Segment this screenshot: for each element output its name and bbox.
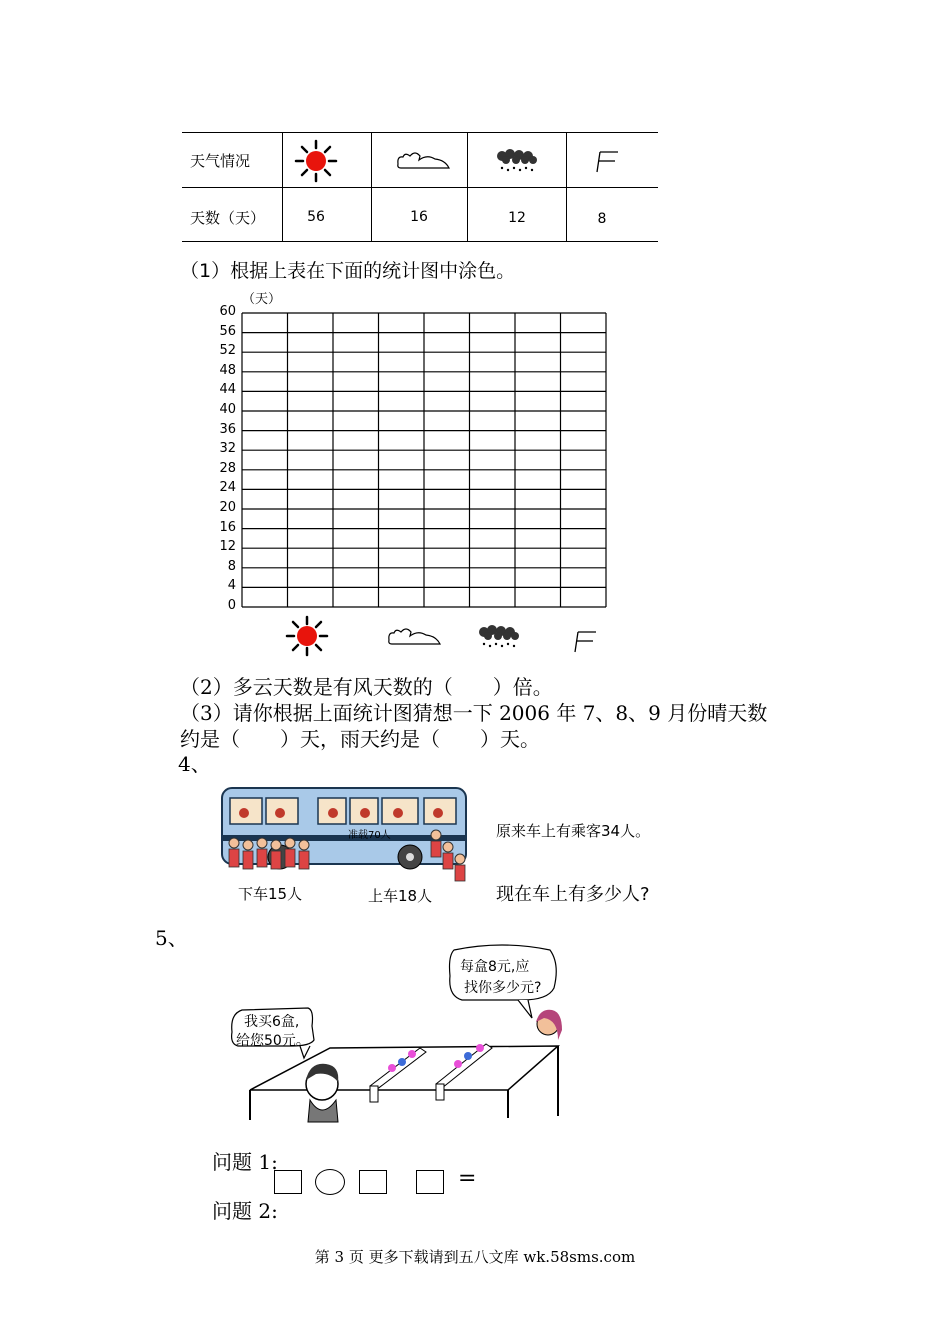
bar-chart-grid <box>200 285 620 625</box>
y-tick-label: 48 <box>219 362 236 378</box>
bus-capacity-sign: 准载70人 <box>348 830 391 841</box>
question-3-line-2: 约是（ ）天，雨天约是（ ）天。 <box>180 727 540 751</box>
y-tick-label: 16 <box>219 519 236 535</box>
y-tick-label: 24 <box>219 480 236 496</box>
y-tick-label: 44 <box>219 382 236 398</box>
y-tick-label: 12 <box>219 539 236 555</box>
question-2-label: 问题 2: <box>212 1199 278 1223</box>
y-tick-label: 0 <box>227 598 236 613</box>
question-1-label: 问题 1: <box>212 1150 278 1174</box>
page-footer: 第 3 页 更多下载请到五八文库 wk.58sms.com <box>314 1248 636 1266</box>
y-tick-label: 32 <box>219 441 236 457</box>
y-tick-label: 56 <box>219 323 236 339</box>
operator-circle[interactable] <box>315 1169 345 1195</box>
y-tick-label: 36 <box>219 421 236 437</box>
question-1-text: （1）根据上表在下面的统计图中涂色。 <box>180 260 516 282</box>
cloud-icon <box>395 150 451 172</box>
question-2-text: （2）多云天数是有风天数的（ ）倍。 <box>180 675 553 699</box>
girl-speech-line-1: 我买6盒, <box>244 1014 300 1030</box>
weather-table <box>182 132 658 242</box>
problem-4-number: 4、 <box>178 752 211 776</box>
on-bus-label: 上车18人 <box>368 887 433 905</box>
days-cloudy: 16 <box>410 209 428 225</box>
bus-text-question: 现在车上有多少人? <box>496 884 650 905</box>
y-tick-label: 52 <box>219 343 236 359</box>
answer-box-2[interactable] <box>359 1170 387 1194</box>
y-tick-label: 28 <box>219 460 236 476</box>
row-label-days: 天数（天） <box>190 209 266 227</box>
days-sunny: 56 <box>307 209 325 225</box>
rain-icon <box>494 148 540 174</box>
girl-speech-line-2: 给您50元。 <box>236 1033 310 1049</box>
equals-sign: = <box>458 1166 477 1191</box>
y-tick-label: 4 <box>227 578 236 594</box>
sun-icon <box>292 138 340 184</box>
question-3-line-1: （3）请你根据上面统计图猜想一下 2006 年 7、8、9 月份晴天数 <box>180 701 768 725</box>
axis-rain-icon <box>476 624 522 650</box>
problem-5-number: 5、 <box>155 926 188 950</box>
axis-sun-icon <box>284 614 330 658</box>
row-label-weather: 天气情况 <box>190 152 251 170</box>
axis-cloud-icon <box>386 626 442 648</box>
bus-text-original: 原来车上有乘客34人。 <box>496 822 651 840</box>
y-tick-label: 8 <box>227 558 236 574</box>
y-axis-label: （天） <box>242 292 282 307</box>
y-tick-label: 40 <box>219 402 236 417</box>
off-bus-label: 下车15人 <box>238 885 303 903</box>
clerk-speech-line-2: 找你多少元? <box>464 980 542 996</box>
answer-box-3[interactable] <box>416 1170 444 1194</box>
y-tick-label: 60 <box>219 304 236 319</box>
wind-icon <box>594 148 622 174</box>
axis-wind-icon <box>572 628 600 654</box>
days-windy: 8 <box>597 211 607 227</box>
days-rainy: 12 <box>508 210 526 226</box>
chart-grid <box>200 285 620 625</box>
answer-box-1[interactable] <box>274 1170 302 1194</box>
clerk-speech-line-1: 每盒8元,应 <box>460 959 530 975</box>
y-tick-label: 20 <box>219 500 236 515</box>
